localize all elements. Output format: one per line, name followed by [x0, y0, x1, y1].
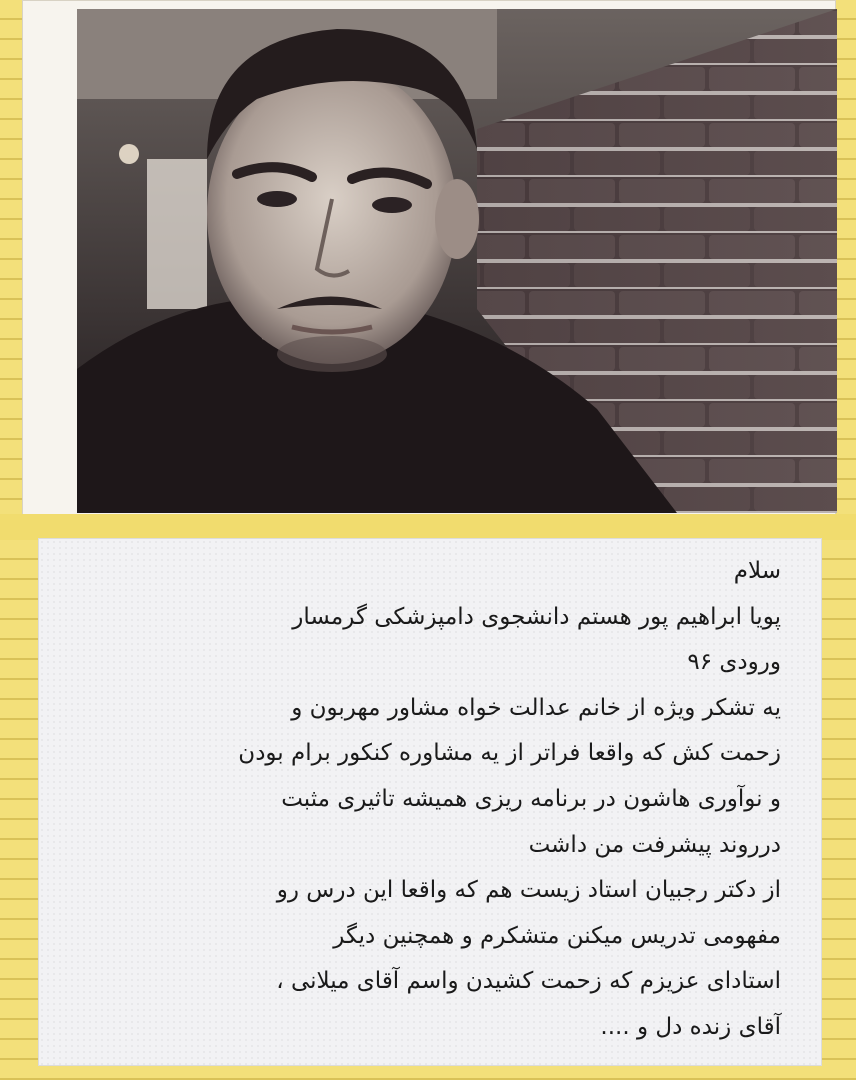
- note-line: یه تشکر ویژه از خانم عدالت خواه مشاور مهربون و: [291, 694, 781, 721]
- note-line: درروند پیشرفت من داشت: [528, 831, 781, 858]
- note-line: مفهومی تدریس میکنن متشکرم و همچنین دیگر: [333, 922, 781, 949]
- photo-card: [22, 0, 836, 520]
- note-line: زحمت کش که واقعا فراتر از یه مشاوره کنکور برام بودن: [238, 740, 781, 767]
- note-line: آقای زنده دل و ....: [600, 1013, 781, 1040]
- note-card: [38, 538, 822, 1066]
- portrait-photo: [77, 9, 837, 513]
- note-line: از دکتر رجبیان استاد زیست هم که واقعا این درس رو: [276, 877, 781, 904]
- note-line: پویا ابراهیم پور هستم دانشجوی دامپزشکی گرمسار: [292, 603, 781, 630]
- portrait-illustration: [77, 9, 837, 513]
- note-line: ورودی ۹۶: [687, 649, 781, 676]
- testimonial-text: [61, 549, 781, 1051]
- note-line: سلام: [733, 558, 781, 584]
- yellow-divider: [0, 514, 856, 540]
- note-line: استادای عزیزم که زحمت کشیدن واسم آقای میلانی ،: [276, 968, 781, 995]
- note-line: و نوآوری هاشون در برنامه ریزی همیشه تاثیری مثبت: [281, 785, 781, 812]
